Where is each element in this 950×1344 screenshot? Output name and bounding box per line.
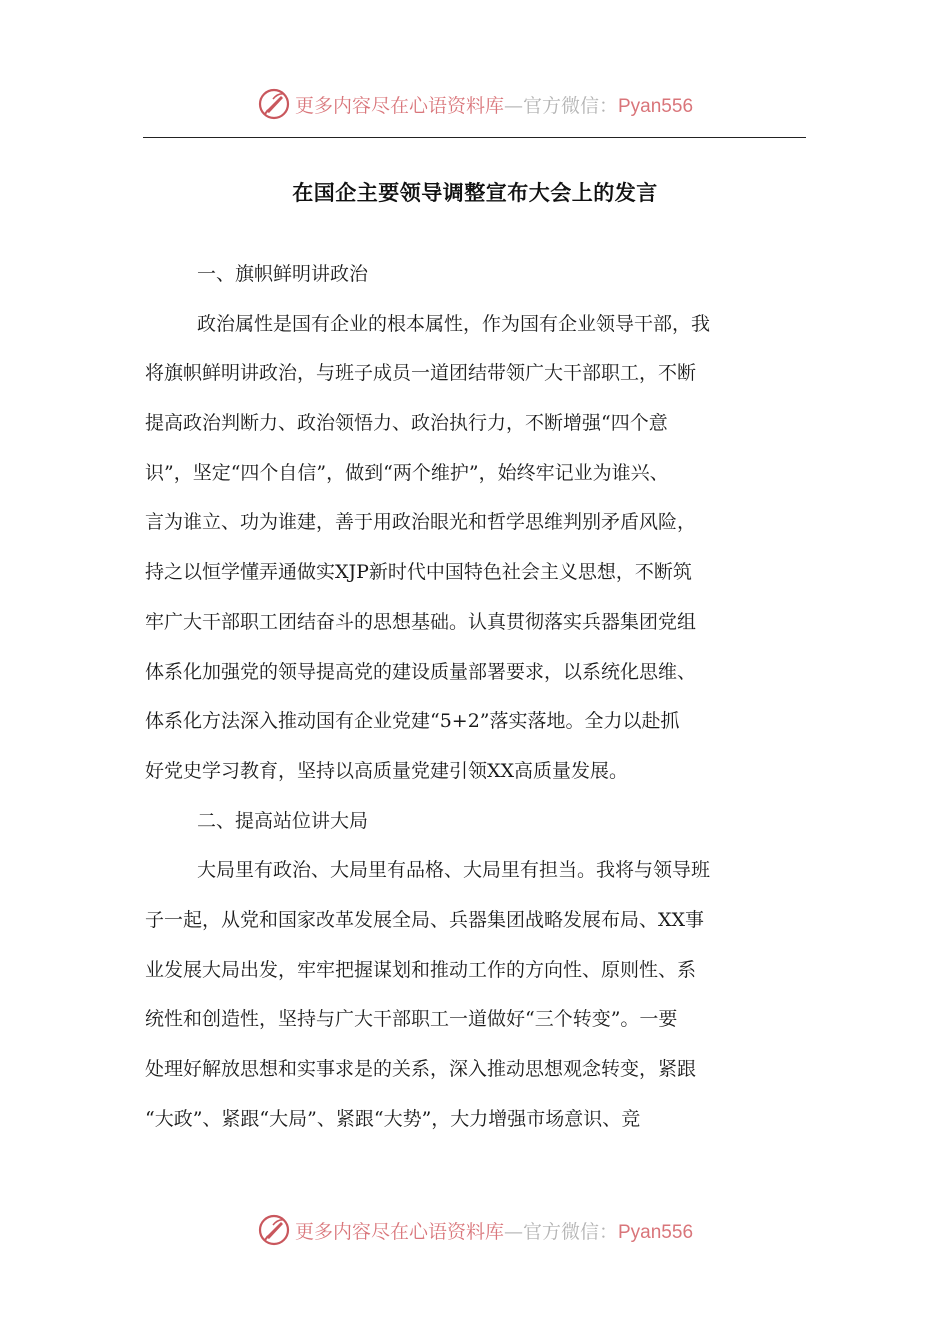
watermark-brand: 更多内容尽在心语资料库 xyxy=(294,1220,504,1243)
body-line: 持之以恒学懂弄通做实XJP新时代中国特色社会主义思想，不断筑 xyxy=(145,561,692,584)
body-line: “大政”、紧跟“大局”、紧跟“大势”，大力增强市场意识、竞 xyxy=(145,1107,641,1130)
body-line: 子一起，从党和国家改革发展全局、兵器集团战略发展布局、XX事 xyxy=(145,908,705,931)
body-line: 政治属性是国有企业的根本属性，作为国有企业领导干部，我 xyxy=(197,312,711,335)
body-line: 牢广大干部职工团结奋斗的思想基础。认真贯彻落实兵器集团党组 xyxy=(145,610,697,633)
watermark-text xyxy=(295,1217,693,1244)
body-line: 言为谁立、功为谁建，善于用政治眼光和哲学思维判别矛盾风险， xyxy=(145,511,697,534)
body-line: 提高政治判断力、政治领悟力、政治执行力，不断增强“四个意 xyxy=(145,412,668,435)
watermark-text xyxy=(295,91,693,118)
watermark-wechat-label: 官方微信： xyxy=(522,1220,618,1243)
body-line: 处理好解放思想和实事求是的关系，深入推动思想观念转变，紧跟 xyxy=(145,1058,697,1080)
watermark-wechat-label: 官方微信： xyxy=(522,94,618,117)
header-rule xyxy=(143,137,806,138)
body-line: 业发展大局出发，牢牢把握谋划和推动工作的方向性、原则性、系 xyxy=(145,958,697,981)
watermark-dash: — xyxy=(503,1220,523,1243)
body-line: 识”，坚定“四个自信”，做到“两个维护”，始终牢记业为谁兴、 xyxy=(145,461,669,484)
body-line: 统性和创造性，坚持与广大干部职工一道做好“三个转变”。一要 xyxy=(145,1008,678,1031)
body-line: 将旗帜鲜明讲政治，与班子成员一道团结带领广大干部职工，不断 xyxy=(145,362,697,385)
watermark-dash: — xyxy=(503,94,523,117)
quill-logo-icon xyxy=(257,87,291,121)
watermark-handle: Pyan556 xyxy=(618,95,694,117)
body-line: 体系化加强党的领导提高党的建设质量部署要求，以系统化思维、 xyxy=(145,660,697,683)
watermark-brand: 更多内容尽在心语资料库 xyxy=(294,94,504,117)
body-line: 好党史学习教育，坚持以高质量党建引领XX高质量发展。 xyxy=(145,759,629,782)
section-heading-2: 二、提高站位讲大局 xyxy=(197,809,369,832)
document-body xyxy=(145,250,810,1144)
section-heading-1: 一、旗帜鲜明讲政治 xyxy=(197,263,369,285)
body-line: 大局里有政治、大局里有品格、大局里有担当。我将与领导班 xyxy=(197,859,711,882)
watermark-banner-top xyxy=(0,82,950,126)
watermark-handle: Pyan556 xyxy=(618,1221,694,1243)
watermark-banner-bottom xyxy=(0,1208,950,1252)
quill-logo-icon xyxy=(257,1213,291,1247)
body-line: 体系化方法深入推动国有企业党建“5+2”落实落地。全力以赴抓 xyxy=(145,710,680,733)
document-title: 在国企主要领导调整宣布大会上的发言 xyxy=(292,181,658,205)
